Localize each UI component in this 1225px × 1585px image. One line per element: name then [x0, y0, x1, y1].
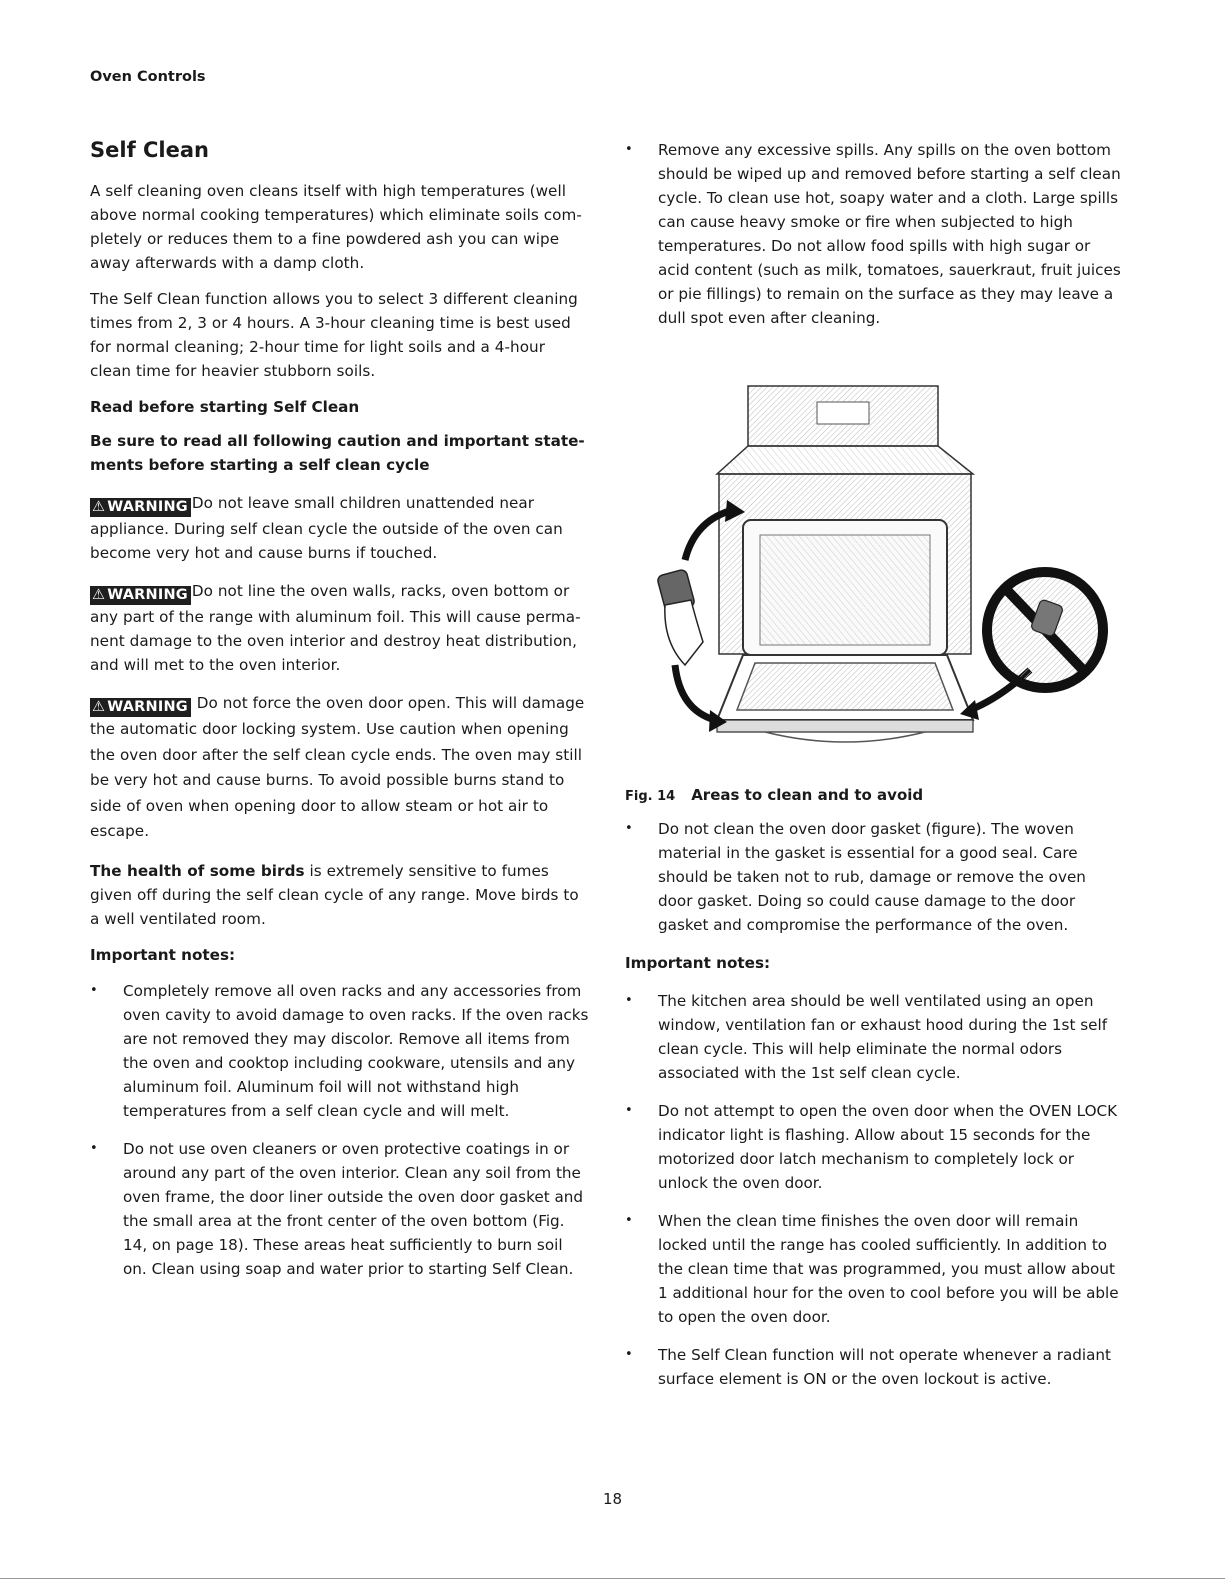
door-handle: [765, 732, 925, 742]
clean-arrow-bottom: [675, 665, 715, 720]
warning-3: ⚠ WARNING Do not force the oven door open. This will damage the automatic door locking system. Use caution when opening the oven door after the self clean cycle ends. The oven may still be very hot and cause burns. To avoid possible burns stand to side of oven when opening door to allow steam or hot air to escape.: [90, 694, 585, 840]
cooktop: [717, 446, 973, 474]
read-before-heading: Read before starting Self Clean: [90, 398, 360, 416]
warning-badge: ⚠ WARNING: [90, 586, 191, 605]
list-item: • Do not use oven cleaners or oven protective coatings in or around any part of the oven interior. Clean any soil from the oven frame, the door liner outside the oven door gasket and the small area at the front center of the oven bottom (Fig. 14, on page 18). These areas heat sufficiently to burn soil on. Clean using soap and water prior to starting Self Clean.: [90, 1137, 590, 1281]
list-item: • When the clean time finishes the oven door will remain locked until the range has cooled sufficiently. In addition to the clean time that was programmed, you must allow about 1 additional hour for the oven to cool before you will be able to open the oven door.: [625, 1209, 1125, 1329]
left-column: [90, 138, 590, 1295]
door-window: [737, 663, 953, 710]
times-paragraph: The Self Clean function allows you to select 3 different cleaning times from 2, 3 or 4 hours. A 3-hour cleaning time is best used for normal cleaning; 2-hour time for light soils and a 4-hour clean time for heavier stubborn soils.: [90, 290, 578, 380]
list-item: • The kitchen area should be well ventilated using an open window, ventilation fan or exhaust hood during the 1st self clean cycle. This will help eliminate the normal odors associated with the 1st self clean cycle.: [625, 989, 1125, 1085]
list-item: • Completely remove all oven racks and any accessories from oven cavity to avoid damage to oven racks. If the oven racks are not removed they may discolor. Remove all items from the oven and cooktop including cookware, utensils and any aluminum foil. Aluminum foil will not withstand high temperatures from a self clean cycle and will melt.: [90, 979, 590, 1123]
display-window: [817, 402, 869, 424]
section-header: Oven Controls: [90, 69, 206, 85]
warning-badge: ⚠ WARNING: [90, 498, 191, 517]
list-item: • Do not attempt to open the oven door when the OVEN LOCK indicator light is flashing. Allow about 15 seconds for the motorized door latch mechanism to completely lock or unlock the oven door.: [625, 1099, 1125, 1195]
spills-list: [625, 138, 1125, 330]
right-column-bottom: [625, 817, 1125, 1405]
oven-figure: [655, 380, 1115, 775]
warning-1: ⚠ WARNING Do not leave small children unattended near appliance. During self clean cycle the outside of the oven can become very hot and cause burns if touched.: [90, 494, 563, 562]
warning-triangle-icon: ⚠: [92, 499, 106, 515]
hand-icon: [665, 600, 703, 665]
list-item: • Do not clean the oven door gasket (figure). The woven material in the gasket is essential for a good seal. Care should be taken not to rub, damage or remove the oven door gasket. Doing so could cause damage to the door gasket and compromise the performance of the oven.: [625, 817, 1125, 937]
warning-triangle-icon: ⚠: [92, 587, 106, 603]
figure-caption: Fig. 14 Areas to clean and to avoid: [625, 786, 924, 804]
intro-paragraph: A self cleaning oven cleans itself with high temperatures (well above normal cooking temperatures) which eliminate soils com-pletely or reduces them to a fine powdered ash you can wipe away afterwards with a damp cloth.: [90, 182, 582, 272]
page-bottom-rule: [0, 1578, 1225, 1579]
important-notes-heading: Important notes:: [625, 954, 771, 972]
door-edge: [717, 720, 973, 732]
gasket-list: [625, 817, 1125, 937]
be-sure-heading: Be sure to read all following caution and important state-ments before starting a self clean cycle: [90, 432, 585, 474]
warning-badge: ⚠ WARNING: [90, 698, 191, 717]
birds-paragraph: The health of some birds is extremely sensitive to fumes given off during the self clean cycle of any range. Move birds to a well ventilated room.: [90, 861, 579, 928]
list-item: • The Self Clean function will not operate whenever a radiant surface element is ON or the oven lockout is active.: [625, 1343, 1125, 1391]
right-column-top: [625, 138, 1125, 344]
left-notes-list: [90, 979, 590, 1281]
oven-interior: [760, 535, 930, 645]
warning-triangle-icon: ⚠: [92, 699, 106, 715]
page-number: 18: [602, 1490, 623, 1508]
important-notes-heading: Important notes:: [90, 945, 236, 964]
list-item: • Remove any excessive spills. Any spills on the oven bottom should be wiped up and removed before starting a self clean cycle. To clean use hot, soapy water and a cloth. Large spills can cause heavy smoke or fire when subjected to high temperatures. Do not allow food spills with high sugar or acid content (such as milk, tomatoes, sauerkraut, fruit juices or pie fillings) to remain on the surface as they may leave a dull spot even after cleaning.: [625, 138, 1125, 330]
warning-2: ⚠ WARNING Do not line the oven walls, racks, oven bottom or any part of the range with aluminum foil. This will cause perma-nent damage to the oven interior and destroy heat distribution, and will met to the oven interior.: [90, 582, 581, 674]
oven-illustration: [655, 380, 1115, 775]
page-title: Self Clean: [90, 138, 209, 162]
right-notes-list: [625, 989, 1125, 1391]
